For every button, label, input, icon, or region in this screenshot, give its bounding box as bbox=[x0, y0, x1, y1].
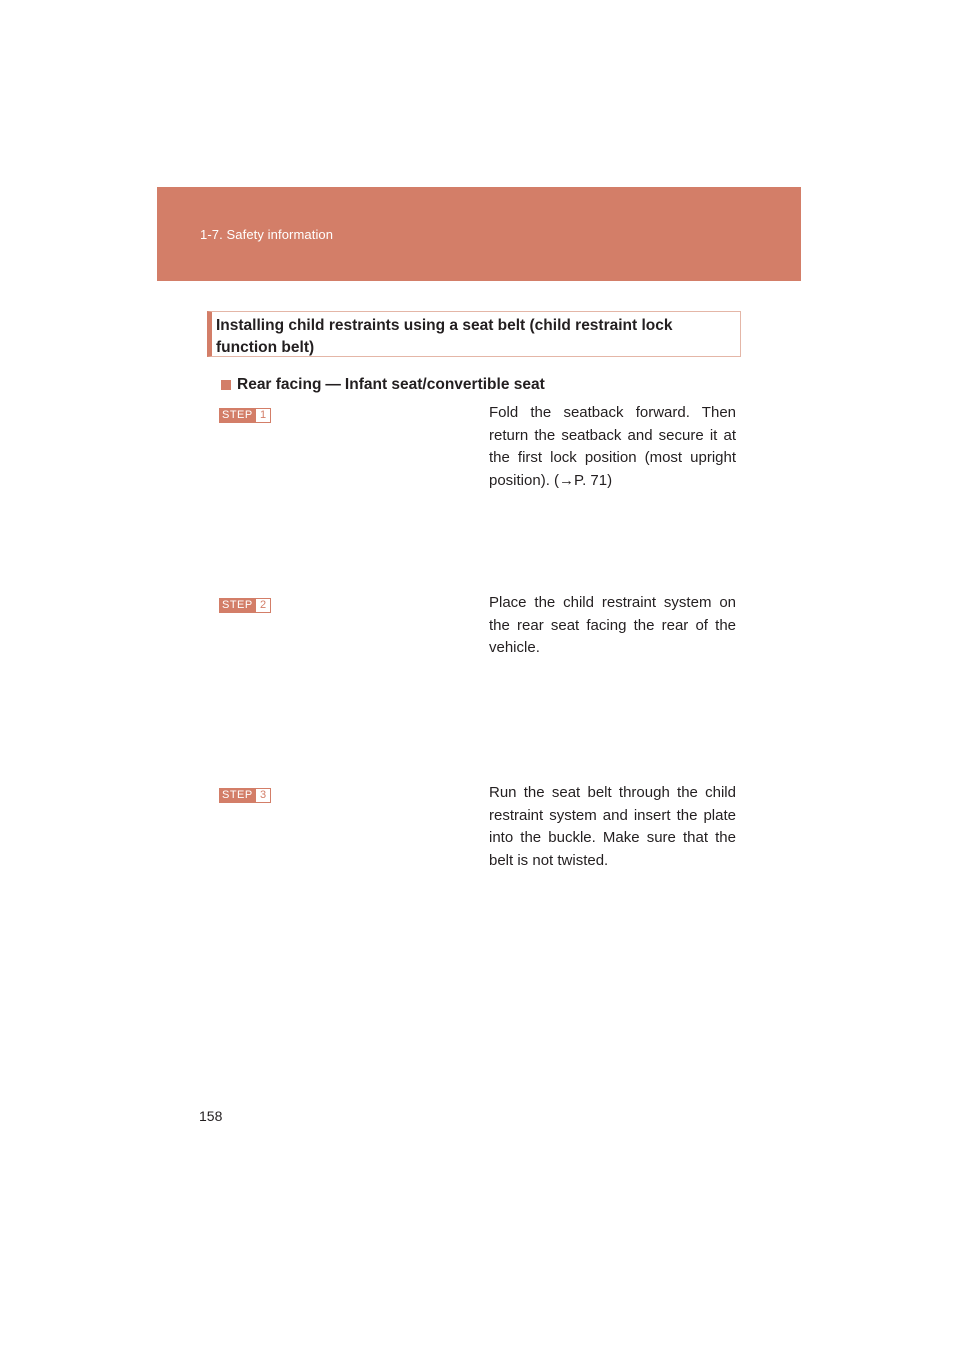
section-title: 1-7. Safety information bbox=[200, 227, 334, 242]
subheading-dash: — bbox=[325, 376, 341, 393]
topic-title: Installing child restraints using a seat belt (child restraint lock function belt) bbox=[216, 317, 673, 356]
step-number: 3 bbox=[255, 788, 271, 803]
subheading-part2: Infant seat/convertible seat bbox=[344, 376, 545, 393]
square-bullet-icon bbox=[221, 380, 231, 390]
subheading-part1: Rear facing bbox=[237, 376, 322, 393]
step-number: 1 bbox=[255, 408, 271, 423]
step-3-tag bbox=[219, 788, 271, 803]
step-number: 2 bbox=[255, 598, 271, 613]
header-band bbox=[157, 187, 801, 281]
step-label: STEP bbox=[219, 788, 255, 803]
subheading bbox=[221, 374, 545, 396]
step-1-tag bbox=[219, 408, 271, 423]
step-1-text: Fold the seatback forward. Then return the seatback and secure it at the first lock position (most upright position). (→P. 71) bbox=[489, 404, 736, 489]
step-label: STEP bbox=[219, 408, 255, 423]
page-number: 158 bbox=[199, 1108, 223, 1124]
step-2-text: Place the child restraint system on the rear seat facing the rear of the vehicle. bbox=[489, 594, 736, 656]
step-3-text: Run the seat belt through the child restraint system and insert the plate into the buckle. Make sure that the belt is not twisted. bbox=[489, 784, 736, 869]
topic-title-box bbox=[207, 311, 741, 357]
step-2-tag bbox=[219, 598, 271, 613]
step-label: STEP bbox=[219, 598, 255, 613]
